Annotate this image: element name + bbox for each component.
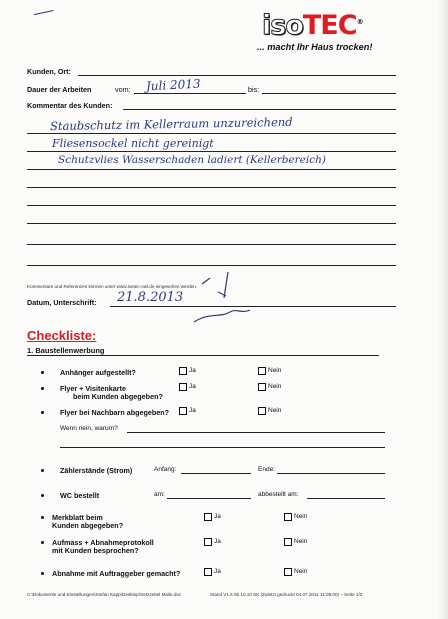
trailer-ja-checkbox[interactable] — [179, 367, 187, 375]
meter-start-field[interactable] — [181, 473, 251, 474]
measure-nein-checkbox[interactable] — [284, 538, 292, 546]
bullet — [41, 387, 44, 390]
comment-line-8[interactable] — [27, 265, 396, 266]
trailer-nein-label: Nein — [268, 367, 282, 374]
flyer-ja-label: Ja — [189, 383, 196, 390]
wc-off-label: abbestellt am: — [258, 491, 299, 498]
trailer-nein-checkbox[interactable] — [258, 367, 266, 375]
why-field-line-2[interactable] — [60, 447, 385, 448]
comment-line-5[interactable] — [27, 205, 396, 206]
flyer-ja-checkbox[interactable] — [179, 383, 187, 391]
measure-ja-label: Ja — [214, 538, 221, 545]
section1-title: 1. Baustellenwerbung — [27, 346, 105, 355]
footer-status: Stand V1.6 06.10.10 SK (Zuletzt gedruckt 04.07.2011 11:09:00) – Seite 1/2 — [210, 592, 363, 597]
q-sheet-2: Kunden abgegeben? — [52, 521, 124, 530]
customer-field-line[interactable] — [78, 75, 396, 76]
accept-ja-label: Ja — [214, 568, 221, 575]
q-measure-2: mit Kunden besprochen? — [52, 546, 139, 555]
comment-text-0[interactable]: Staubschutz im Kellerraum unzureichend — [49, 114, 293, 134]
bullet — [41, 516, 44, 519]
q-sheet-1: Merkblatt beim — [52, 513, 103, 522]
accept-nein-label: Nein — [294, 568, 308, 575]
accept-nein-checkbox[interactable] — [284, 568, 292, 576]
q-neighbors: Flyer bei Nachbarn abgegeben? — [60, 408, 170, 417]
flyer-nein-checkbox[interactable] — [258, 383, 266, 391]
date-value[interactable]: 21.8.2013 — [117, 290, 184, 305]
logo-tec: TEC — [302, 10, 357, 41]
pen-mark — [34, 10, 54, 18]
footer-file-path: C:\Dokumente und Einstellungen\Stefan Kapp\Desktop\Setzzettel Maile.doc — [27, 592, 182, 597]
comment-text-1[interactable]: Fliesensockel nicht gereinigt — [52, 137, 214, 150]
from-value[interactable]: Juli 2013 — [145, 76, 201, 94]
sheet-nein-checkbox[interactable] — [284, 513, 292, 521]
comment-line-4[interactable] — [27, 187, 396, 188]
q-acceptance: Abnahme mit Auftraggeber gemacht? — [52, 569, 181, 578]
q-flyer-2: beim Kunden abgegeben? — [73, 392, 163, 401]
sheet-ja-label: Ja — [214, 513, 221, 520]
sheet-ja-checkbox[interactable] — [204, 513, 212, 521]
bullet — [41, 541, 44, 544]
comment-line-0[interactable] — [123, 109, 396, 110]
comment-line-3[interactable] — [27, 169, 396, 170]
why-field-line-1[interactable] — [127, 432, 385, 433]
meter-end-field[interactable] — [277, 473, 385, 474]
q-measure-1: Aufmass + Abnahmeprotokoll — [52, 538, 154, 547]
wc-on-field[interactable] — [167, 498, 251, 499]
neighbors-ja-checkbox[interactable] — [179, 407, 187, 415]
bullet — [41, 494, 44, 497]
bullet — [41, 572, 44, 575]
bullet — [41, 371, 44, 374]
wc-on-label: am: — [154, 491, 165, 498]
neighbors-nein-checkbox[interactable] — [258, 407, 266, 415]
comment-text-2[interactable]: Schutzvlies Wasserschaden ladiert (Kellerbereich) — [58, 154, 326, 166]
q-wc: WC bestellt — [60, 491, 100, 500]
q-why-label: Wenn nein, warum? — [60, 425, 118, 432]
date-signature-label: Datum, Unterschrift: — [27, 298, 97, 307]
checklist-title: Checkliste: — [27, 328, 97, 343]
logo-iso: iso — [262, 10, 303, 41]
comment-line-7[interactable] — [27, 244, 396, 245]
customer-label: Kunden, Ort: — [27, 67, 71, 76]
trailer-ja-label: Ja — [189, 367, 196, 374]
comment-line-1[interactable] — [27, 133, 396, 134]
wc-off-field[interactable] — [307, 498, 385, 499]
meter-end-label: Ende: — [258, 466, 275, 473]
section1-underline — [27, 355, 379, 356]
consent-note: Kommentare und Referenzen können unter www.isotec-owl.de eingesehen werden. — [27, 284, 198, 289]
to-label: bis: — [248, 85, 260, 94]
bullet — [41, 469, 44, 472]
q-trailer: Anhänger aufgestellt? — [60, 368, 136, 377]
sheet-nein-label: Nein — [294, 513, 308, 520]
neighbors-ja-label: Ja — [189, 407, 196, 414]
signature-scribble — [190, 268, 260, 328]
meter-start-label: Anfang: — [154, 466, 177, 473]
logo-registered: ® — [356, 18, 363, 26]
bullet — [41, 411, 44, 414]
measure-ja-checkbox[interactable] — [204, 538, 212, 546]
flyer-nein-label: Nein — [268, 383, 282, 390]
isotec-logo-text — [262, 10, 363, 41]
q-meter: Zählerstände (Strom) — [60, 466, 133, 475]
logo-slogan: ... macht Ihr Haus trocken! — [257, 42, 373, 52]
comment-line-6[interactable] — [27, 223, 396, 224]
measure-nein-label: Nein — [294, 538, 308, 545]
comment-line-2[interactable] — [27, 151, 396, 152]
from-label: vom: — [115, 85, 131, 94]
page-edge-shadow — [438, 0, 448, 619]
duration-label: Dauer der Arbeiten — [27, 85, 92, 94]
q-flyer-1: Flyer + Visitenkarte — [60, 384, 126, 393]
accept-ja-checkbox[interactable] — [204, 568, 212, 576]
to-field-line[interactable] — [262, 93, 396, 94]
neighbors-nein-label: Nein — [268, 407, 282, 414]
comment-label: Kommentar des Kunden: — [27, 101, 113, 110]
